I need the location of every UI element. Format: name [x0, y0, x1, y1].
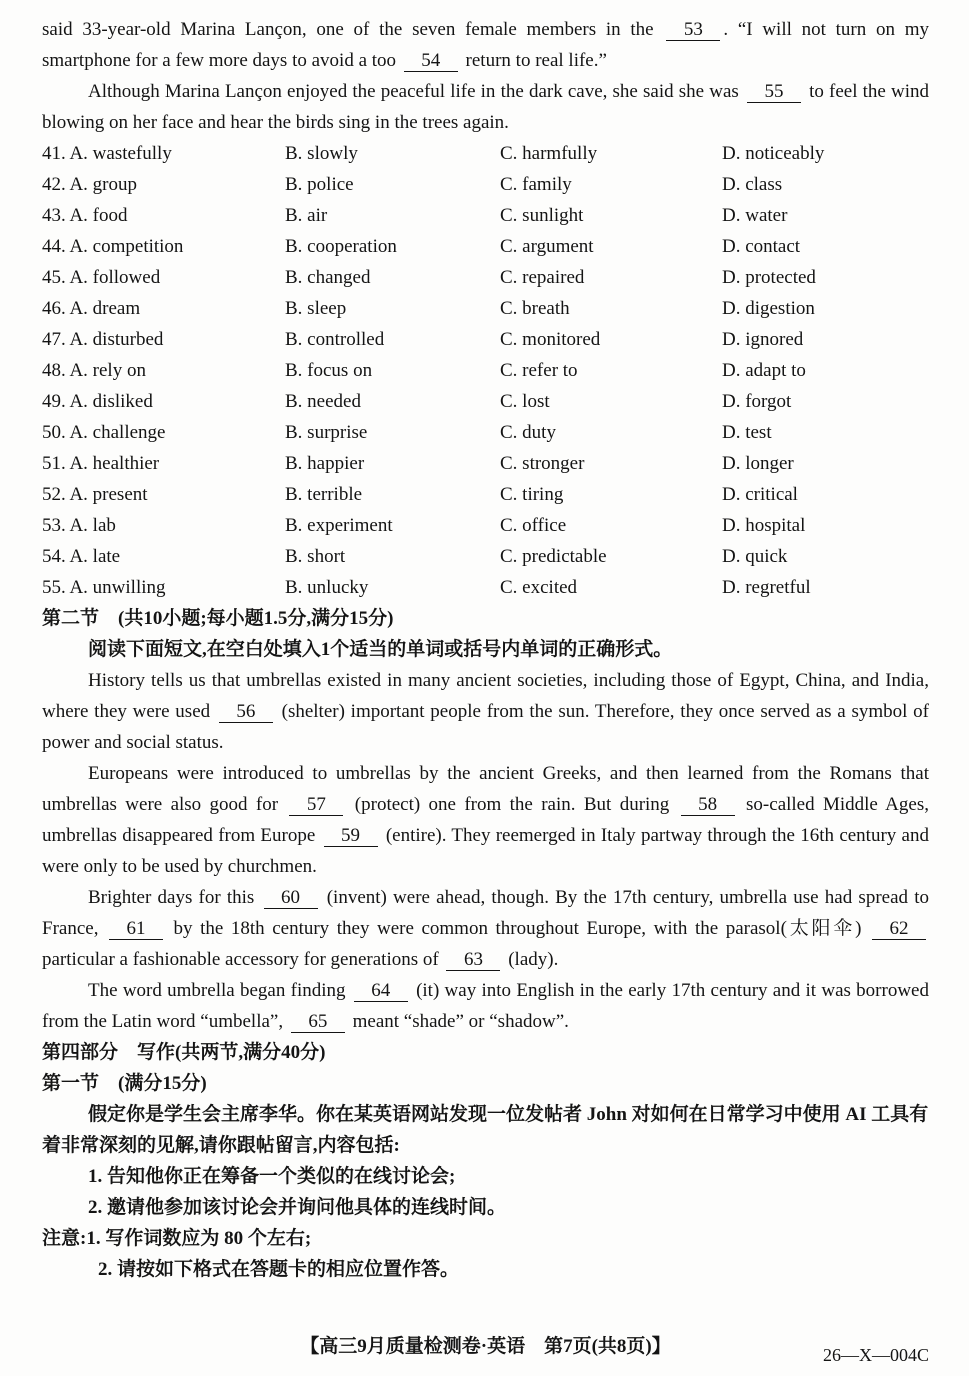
option-45C: C. repaired: [500, 267, 585, 288]
grammar-paragraph-1: History tells us that umbrellas existed in many ancient societies, including those of Egypt, China, and India, where they were used 56 (shelter) important people from the sun. Therefore, they once served as a symbol of power and social status.: [42, 670, 929, 753]
option-53D: D. hospital: [722, 515, 806, 536]
option-43C: C. sunlight: [500, 205, 584, 226]
option-42C: C. family: [500, 174, 572, 195]
option-49B: B. needed: [285, 391, 361, 412]
option-44C: C. argument: [500, 236, 594, 257]
option-50B: B. surprise: [285, 422, 368, 443]
cloze-ending: [42, 14, 929, 138]
option-47A: 47. A. disturbed: [42, 329, 164, 350]
option-51C: C. stronger: [500, 453, 585, 474]
part4-section1-heading: 第一节 (满分15分): [42, 1073, 207, 1094]
option-50D: D. test: [722, 422, 772, 443]
option-47B: B. controlled: [285, 329, 385, 350]
option-45D: D. protected: [722, 267, 816, 288]
option-47C: C. monitored: [500, 329, 601, 350]
grammar-paragraph-3: Brighter days for this 60 (invent) were ahead, though. By the 17th century, umbrella use had spread to France, 61 by the 18th century they were common throughout Europe, with the parasol(太阳伞) 62 particular a fashionable accessory for generations of 63 (lady).: [42, 887, 929, 970]
option-50A: 50. A. challenge: [42, 422, 166, 443]
option-44D: D. contact: [722, 236, 801, 257]
writing-block: [42, 1099, 929, 1285]
footer-title: 【高三9月质量检测卷·英语 第7页(共8页)】: [300, 1336, 671, 1357]
option-54A: 54. A. late: [42, 546, 121, 567]
option-51A: 51. A. healthier: [42, 453, 160, 474]
blank-54: 54: [404, 51, 458, 72]
blank-64: 64: [354, 981, 408, 1002]
option-45A: 45. A. followed: [42, 267, 161, 288]
option-49C: C. lost: [500, 391, 550, 412]
option-42D: D. class: [722, 174, 783, 195]
option-49A: 49. A. disliked: [42, 391, 153, 412]
option-42A: 42. A. group: [42, 174, 137, 195]
cloze-paragraph-2: Although Marina Lançon enjoyed the peaceful life in the dark cave, she said she was 55 to feel the wind blowing on her face and hear the birds sing in the trees again.: [42, 81, 929, 133]
option-53B: B. experiment: [285, 515, 393, 536]
options-table: [42, 138, 929, 603]
option-47D: D. ignored: [722, 329, 804, 350]
blank-65: 65: [291, 1012, 345, 1033]
writing-prompt: 假定你是学生会主席李华。你在某英语网站发现一位发帖者 John 对如何在日常学习中使用 AI 工具有着非常深刻的见解,请你跟帖留言,内容包括:: [42, 1104, 929, 1156]
writing-task-2: 2. 邀请他参加该讨论会并询问他具体的连线时间。: [88, 1197, 507, 1218]
option-46D: D. digestion: [722, 298, 815, 319]
option-48B: B. focus on: [285, 360, 373, 381]
writing-task-1: 1. 告知他你正在筹备一个类似的在线讨论会;: [88, 1166, 456, 1187]
option-48D: D. adapt to: [722, 360, 806, 381]
option-41A: 41. A. wastefully: [42, 143, 172, 164]
footer: [42, 1334, 929, 1365]
option-41C: C. harmfully: [500, 143, 598, 164]
option-55D: D. regretful: [722, 577, 811, 598]
note-line-2: 2. 请按如下格式在答题卡的相应位置作答。: [98, 1259, 460, 1280]
option-43A: 43. A. food: [42, 205, 128, 226]
blank-61: 61: [109, 919, 163, 940]
blank-60: 60: [264, 888, 318, 909]
grammar-paragraph-4: The word umbrella began finding 64 (it) way into English in the early 17th century and it was borrowed from the Latin word “umbella”, 65 meant “shade” or “shadow”.: [42, 980, 929, 1032]
option-54D: D. quick: [722, 546, 788, 567]
blank-55: 55: [747, 82, 801, 103]
option-54B: B. short: [285, 546, 346, 567]
option-43B: B. air: [285, 205, 328, 226]
blank-62: 62: [872, 919, 926, 940]
cloze-paragraph-1: said 33-year-old Marina Lançon, one of the seven female members in the 53 . “I will not turn on my smartphone for a few more days to avoid a too 54 return to real life.”: [42, 19, 929, 71]
blank-57: 57: [289, 795, 343, 816]
option-53A: 53. A. lab: [42, 515, 116, 536]
option-51D: D. longer: [722, 453, 794, 474]
option-43D: D. water: [722, 205, 788, 226]
option-49D: D. forgot: [722, 391, 792, 412]
grammar-paragraph-2: Europeans were introduced to umbrellas by the ancient Greeks, and then learned from the Romans that umbrellas were also good for 57 (protect) one from the rain. But during 58 so-called Middle Ages, umbrellas disappeared from Europe 59 (entire). They reemerged in Italy partway through the 16th century and were only to be used by churchmen.: [42, 763, 929, 877]
option-44B: B. cooperation: [285, 236, 397, 257]
option-55A: 55. A. unwilling: [42, 577, 166, 598]
option-48A: 48. A. rely on: [42, 360, 146, 381]
option-52C: C. tiring: [500, 484, 564, 505]
option-46C: C. breath: [500, 298, 570, 319]
section2-instruction: 阅读下面短文,在空白处填入1个适当的单词或括号内单词的正确形式。: [88, 639, 673, 660]
footer-code: 26—X—004C: [822, 1345, 929, 1365]
option-55B: B. unlucky: [285, 577, 369, 598]
part4-heading: 第四部分 写作(共两节,满分40分): [42, 1042, 326, 1063]
blank-56: 56: [219, 702, 273, 723]
option-41D: D. noticeably: [722, 143, 825, 164]
option-46A: 46. A. dream: [42, 298, 141, 319]
option-52A: 52. A. present: [42, 484, 148, 505]
section2-heading: 第二节 (共10小题;每小题1.5分,满分15分): [42, 608, 394, 629]
note-line-1: 注意:1. 写作词数应为 80 个左右;: [42, 1228, 312, 1249]
option-54C: C. predictable: [500, 546, 607, 567]
option-42B: B. police: [285, 174, 354, 195]
option-48C: C. refer to: [500, 360, 578, 381]
option-52D: D. critical: [722, 484, 798, 505]
option-52B: B. terrible: [285, 484, 363, 505]
option-51B: B. happier: [285, 453, 365, 474]
grammar-passage: [42, 665, 929, 1037]
option-44A: 44. A. competition: [42, 236, 184, 257]
option-55C: C. excited: [500, 577, 578, 598]
blank-53: 53: [666, 20, 720, 41]
blank-59: 59: [324, 826, 378, 847]
option-41B: B. slowly: [285, 143, 358, 164]
option-46B: B. sleep: [285, 298, 347, 319]
option-50C: C. duty: [500, 422, 556, 443]
blank-58: 58: [681, 795, 735, 816]
blank-63: 63: [446, 950, 500, 971]
option-45B: B. changed: [285, 267, 371, 288]
option-53C: C. office: [500, 515, 567, 536]
